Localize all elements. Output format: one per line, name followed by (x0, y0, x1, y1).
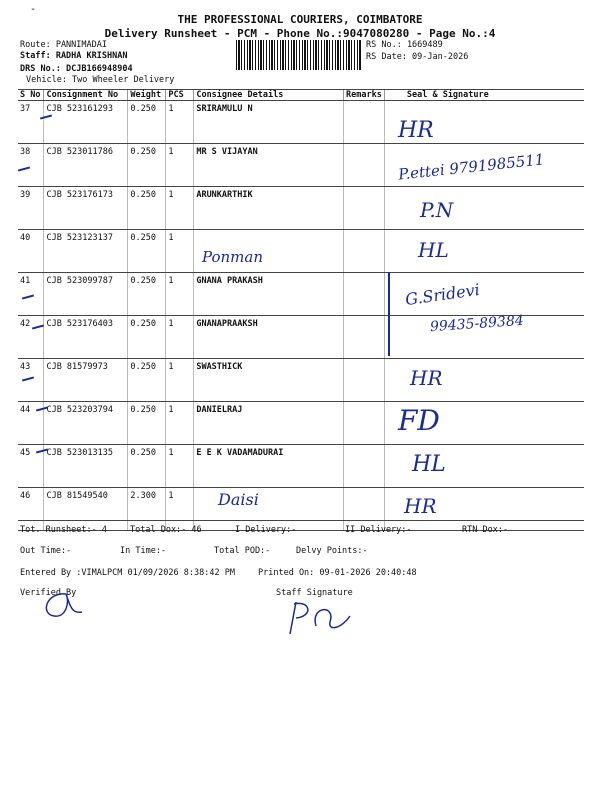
table-row (18, 187, 584, 230)
footer-rule (18, 520, 584, 521)
cell-sno: 45 (18, 445, 44, 488)
handwritten-signature: HL (418, 238, 449, 262)
cell-remarks (344, 316, 385, 359)
rs-date: RS Date: 09-Jan-2026 (366, 52, 469, 62)
cell-pcs: 1 (166, 445, 194, 488)
total-dox: Total Dox:- 46 (130, 525, 202, 535)
cell-consignee: GNANA PRAKASH (194, 273, 344, 316)
cell-consignment: CJB 523013135 (44, 445, 128, 488)
entered-by: Entered By :VIMALPCM 01/09/2026 8:38:42 PM (20, 568, 235, 578)
tot-runsheet: Tot. Runsheet:- 4 (20, 525, 107, 535)
cell-pcs: 1 (166, 230, 194, 273)
cell-consignee: MR S VIJAYAN (194, 144, 344, 187)
handwritten-signature: HL (412, 452, 446, 477)
cell-weight: 0.250 (128, 316, 166, 359)
handwritten-bracket (388, 272, 390, 356)
rtn-dox: RTN Dox:- (462, 525, 509, 535)
cell-weight: 0.250 (128, 445, 166, 488)
col-sno: S No (18, 90, 44, 101)
handwritten-consignee: Ponman (202, 248, 264, 266)
col-pcs: PCS (166, 90, 194, 101)
delvy-points: Delvy Points:- (296, 546, 368, 556)
cell-weight: 2.300 (128, 488, 166, 531)
cell-weight: 0.250 (128, 402, 166, 445)
cell-consignee: ARUNKARTHIK (194, 187, 344, 230)
col-weight: Weight (128, 90, 166, 101)
cell-pcs: 1 (166, 144, 194, 187)
route: Route: PANNIMADAI (20, 40, 107, 50)
cell-pcs: 1 (166, 187, 194, 230)
cell-consignment: CJB 523011786 (44, 144, 128, 187)
barcode (236, 40, 362, 70)
cell-consignee: SRIRAMULU N (194, 101, 344, 144)
cell-remarks (344, 230, 385, 273)
cell-weight: 0.250 (128, 187, 166, 230)
cell-remarks (344, 359, 385, 402)
verified-by-label: Verified By (20, 588, 77, 598)
handwritten-signature: HR (398, 118, 434, 143)
col-consignment: Consignment No (44, 90, 128, 101)
cell-sno: 40 (18, 230, 44, 273)
table-row (18, 402, 584, 445)
printed-on: Printed On: 09-01-2026 20:40:48 (258, 568, 417, 578)
table-row (18, 230, 584, 273)
cell-consignment: CJB 81549540 (44, 488, 128, 531)
cell-remarks (344, 144, 385, 187)
cell-remarks (344, 445, 385, 488)
cell-weight: 0.250 (128, 230, 166, 273)
cell-consignment: CJB 523161293 (44, 101, 128, 144)
cell-pcs: 1 (166, 273, 194, 316)
cell-signature (384, 187, 584, 230)
cell-consignee: E E K VADAMADURAI (194, 445, 344, 488)
cell-pcs: 1 (166, 316, 194, 359)
table-row (18, 273, 584, 316)
cell-weight: 0.250 (128, 101, 166, 144)
cell-signature (384, 230, 584, 273)
cell-sno: 42 (18, 316, 44, 359)
cell-weight: 0.250 (128, 273, 166, 316)
cell-consignment: CJB 523203794 (44, 402, 128, 445)
handwritten-signature: G.Sridevi (404, 279, 481, 310)
handwritten-signature: P.ettei 9791985511 (397, 150, 546, 184)
cell-pcs: 1 (166, 488, 194, 531)
cell-weight: 0.250 (128, 359, 166, 402)
table-row (18, 445, 584, 488)
col-consignee: Consignee Details (194, 90, 344, 101)
corner-mark: - (30, 4, 37, 15)
cell-pcs: 1 (166, 359, 194, 402)
cell-pcs: 1 (166, 101, 194, 144)
table-row (18, 101, 584, 144)
cell-sno: 43 (18, 359, 44, 402)
runsheet-title: Delivery Runsheet - PCM - Phone No.:9047080280 - Page No.:4 (104, 27, 496, 40)
in-time: In Time:- (120, 546, 167, 556)
out-time: Out Time:- (20, 546, 72, 556)
table-header-row (18, 90, 584, 101)
cell-remarks (344, 101, 385, 144)
cell-remarks (344, 187, 385, 230)
cell-sno: 46 (18, 488, 44, 531)
col-remarks: Remarks (344, 90, 385, 101)
cell-consignment: CJB 523176403 (44, 316, 128, 359)
staff: Staff: RADHA KRISHNAN (20, 51, 128, 61)
cell-consignee: DANIELRAJ (194, 402, 344, 445)
company-title: THE PROFESSIONAL COURIERS, COIMBATORE (177, 13, 423, 26)
handwritten-signature: P.N (420, 198, 454, 222)
handwritten-consignee: Daisi (218, 490, 259, 509)
handwritten-signature: HR (410, 366, 443, 390)
drs-number: DRS No.: DCJB166948904 (20, 64, 133, 74)
verifier-signature (36, 588, 86, 624)
cell-sno: 39 (18, 187, 44, 230)
cell-consignment: CJB 523176173 (44, 187, 128, 230)
table-row (18, 359, 584, 402)
cell-remarks (344, 273, 385, 316)
handwritten-phone: 99435-89384 (429, 312, 525, 336)
cell-sno: 44 (18, 402, 44, 445)
cell-sno: 41 (18, 273, 44, 316)
cell-pcs: 1 (166, 402, 194, 445)
cell-sno: 38 (18, 144, 44, 187)
ii-delivery: II Delivery:- (345, 525, 412, 535)
cell-consignment: CJB 523123137 (44, 230, 128, 273)
col-signature: Seal & Signature (384, 90, 584, 101)
i-delivery: I Delivery:- (235, 525, 297, 535)
cell-weight: 0.250 (128, 144, 166, 187)
handwritten-signature: FD (398, 404, 440, 437)
cell-consignment: CJB 523099787 (44, 273, 128, 316)
cell-consignment: CJB 81579973 (44, 359, 128, 402)
staff-signature-label: Staff Signature (276, 588, 353, 598)
rs-number: RS No.: 1669489 (366, 40, 443, 50)
cell-consignee: SWASTHICK (194, 359, 344, 402)
cell-remarks (344, 402, 385, 445)
cell-sno: 37 (18, 101, 44, 144)
total-pod: Total POD:- (214, 546, 271, 556)
vehicle: Vehicle: Two Wheeler Delivery (26, 75, 175, 85)
staff-signature (280, 596, 360, 640)
handwritten-signature: HR (404, 494, 437, 518)
cell-consignee: GNANAPRAAKSH (194, 316, 344, 359)
